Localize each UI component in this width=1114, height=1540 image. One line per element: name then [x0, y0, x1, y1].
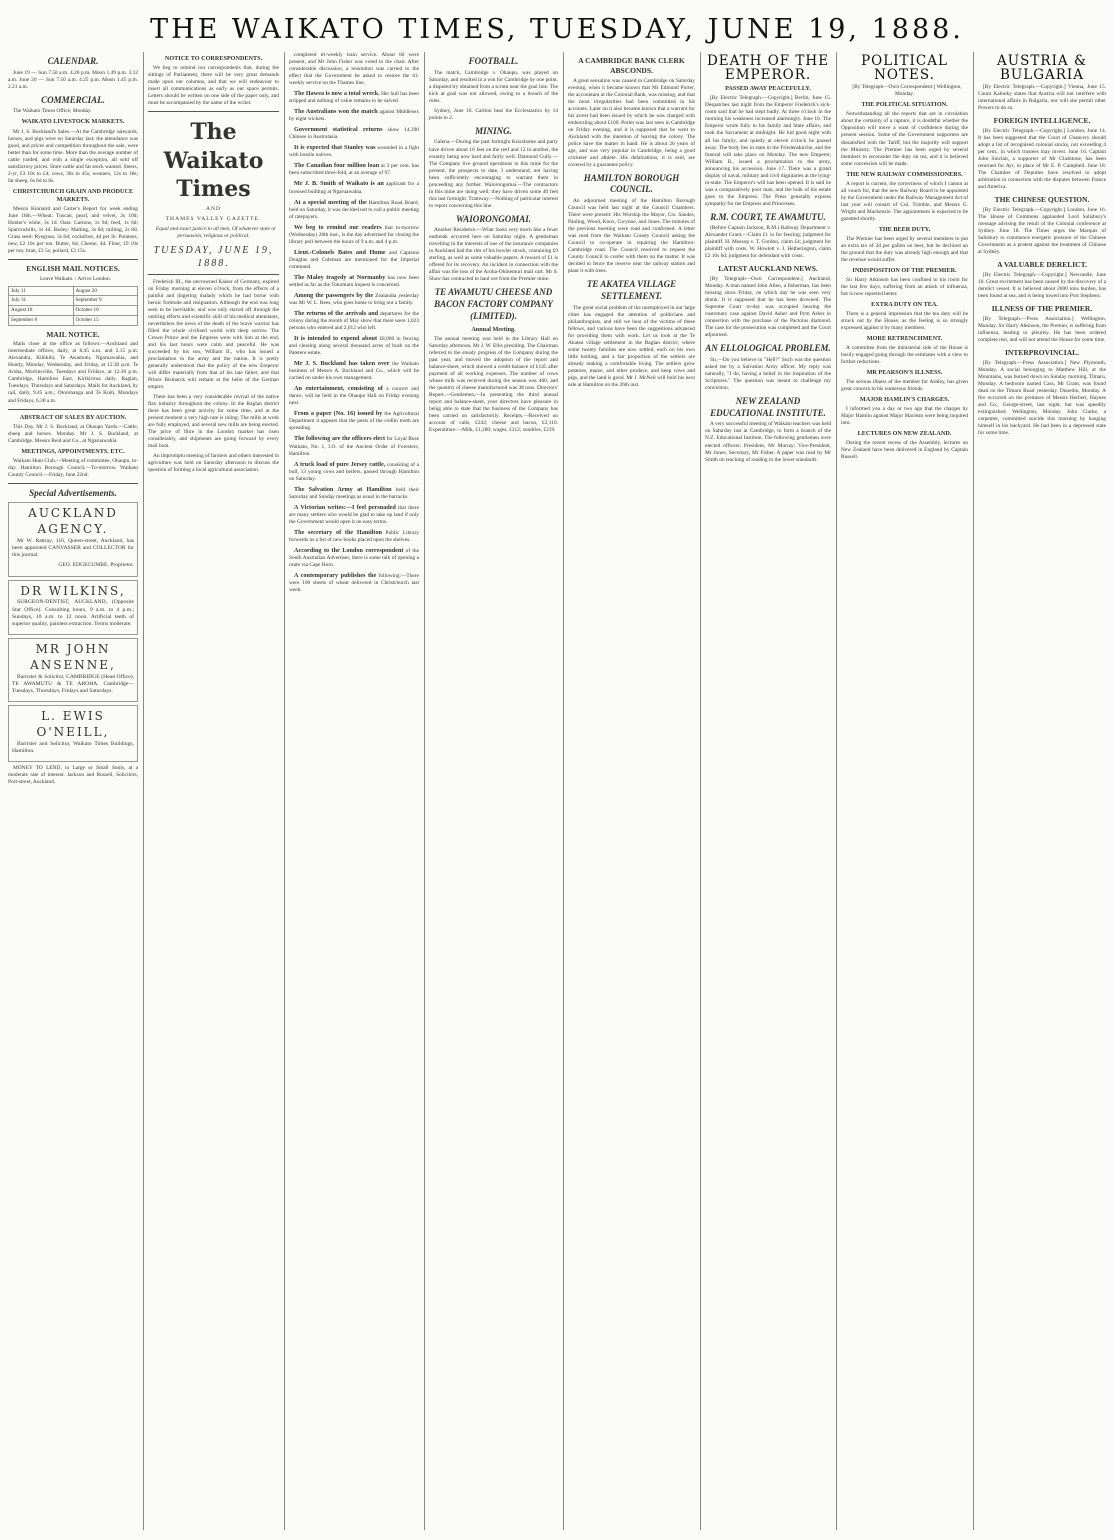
hamlin-heading: MAJOR HAMLIN'S CHARGES.	[859, 396, 950, 404]
mail-notice-text: Mails close at the office as follows:—Auckland and intermediate offices, daily, at 8.45 a.m. and 2.15 p.m. Alexandra, Kihikihi, Te Awamutu, Ngaruawahia, and Huntly, Monday, Wednesday, and Friday, at 12.30 p.m. Te Aroha, Morrinsville, Tuesdays and Fridays, at 12.30 p.m. Cambridge, Hamilton East, Kirikiriroa daily. Raglan, Tuesdays, Thursdays and Saturdays. Mails for Auckland, by rail, daily, 9.45 a.m.; Otorohanga and Te Kuiti, Mondays and Fridays, 6.30 a.m.	[8, 341, 138, 404]
premier-illness-text: [By Telegraph.—Press Association.] Wellington, Monday. Sir Harry Atkinson, the Premier, is suffering from influenza, leading to pleurisy. He has been ordered complete rest, and will not attend the House for some time.	[978, 315, 1106, 343]
news-item-text: following:—There were 100 sheets of wheat delivered in Christchurch last week.	[289, 572, 419, 594]
column-3	[289, 52, 419, 1530]
news-item-lead: We beg to remind our readers	[294, 223, 382, 231]
news-item-lead: The Australians won the match	[294, 108, 378, 116]
football-text: The match, Cambridge v. Ohaupo, was played on Saturday, and resulted in a win for Cambridge by one point, a disputed try obtained from a scrum near the goal line. The kick at goal was not allowed, owing to a breach of the rules.	[429, 69, 558, 104]
wilkins-advert: DR WILKINS, SURGEON-DENTIST, AUCKLAND, (Opposite Star Office). Consulting hours, 9 a.m. to 4 p.m.; Sundays, 10 a.m. to 12 noon. Artificial teeth of superior quality, painless extraction. Terms moderate.	[8, 580, 138, 636]
bank-clerk-text: A great sensation was caused in Cambridge on Saturday evening, when it became known that Mr Edmund Porter, the accountant at the Colonial Bank, was missing, and that the most irregularities had been committed in his accounts. Later on it also became known that a warrant for his arrest had been issued by which he was charged with embezzling about £100. Porter was last seen in Cambridge on Friday evening, and it is supposed that he went to Auckland with the intention of leaving the colony. The police have the matter in hand. He is about 26 years of age, and was very popular in Cambridge, being a good cricketer and athlete. His defalcations, it is said, are covered by a guarantee policy.	[568, 77, 695, 168]
column-5	[568, 52, 695, 1530]
news-item	[289, 486, 419, 501]
news-item-lead: Lieut.-Colonels Bates and Hume	[294, 248, 386, 256]
news-item-text: has now been settled as far as the Tokomaru inquest is concerned.	[289, 274, 419, 288]
news-item-lead: It is expected that Stanley was	[294, 144, 376, 152]
meetings-heading: MEETINGS, APPOINTMENTS, ETC.	[21, 447, 125, 455]
news-item-text: Hamilton Road Board, held on Saturday, it was decided not to call a public meeting of ratepayers.	[289, 199, 419, 220]
news-item-lead: The secretary of the Hamilton	[294, 528, 382, 536]
news-item	[289, 162, 419, 177]
column-rule	[143, 52, 144, 1530]
tea-duty-heading: EXTRA DUTY ON TEA.	[871, 300, 938, 308]
news-item-lead: The Canadian four million loan	[294, 162, 380, 170]
column-rule	[700, 52, 701, 1530]
news-item	[289, 199, 419, 221]
news-item-lead: A Victorian writes:—I feel persuaded	[294, 503, 396, 511]
news-item	[289, 274, 419, 289]
news-item-text: the Waikato business of Messrs A. Buckland and Co., which will be carried on under his own management.	[289, 361, 419, 382]
news-item-lead: Mr J. B. Smith of Waikato is an	[294, 180, 384, 188]
news-item-text: and Captains Douglas and Coleman are mentioned for the Imperial command.	[289, 249, 419, 270]
news-item-lead: The Salvation Army at Hamilton	[294, 485, 392, 493]
news-item-text: Public Library forwards us a list of new books placed upon the shelves.	[289, 529, 419, 543]
column-2	[148, 52, 279, 1530]
masthead: THE WAIKATO TIMES, TUESDAY, JUNE 19, 1888.	[150, 14, 964, 45]
emperor-death-subheading: PASSED AWAY PEACEFULLY.	[725, 85, 811, 93]
column-7	[841, 52, 968, 1530]
derelict-text: [By Electric Telegraph.—Copyright.] Newcastle, June 18. Great excitement has been caused by the discovery of a derelict vessel. It is believed about 2000 tons burden, has been found at sea, and is being towed into Port Stephens.	[978, 271, 1106, 299]
hamlin-text: I informed you a day or two ago that the charges by Major Hamlin against Major Maclean were being inquired into.	[841, 406, 968, 427]
news-item	[289, 410, 419, 432]
waiorongomai-heading: WAIORONGOMAI.	[455, 213, 532, 224]
news-item-lead: Government statistical returns	[294, 126, 383, 134]
akatea-heading: TE AKATEA VILLAGE SETTLEMENT.	[586, 279, 677, 301]
news-item-lead: The Hawea is now a total wreck.	[294, 90, 380, 98]
news-items	[289, 90, 419, 594]
editorial-text: Frederick III., the uncrowned Kaiser of Germany, expired on Friday morning at eleven o'clock, from the effects of a painful and lingering malady which he had borne with heroic fortitude and resignation. Although the end was long seen to be inevitable, and was only staved off through the untiring efforts and scientific skill of his medical attendants, nevertheless the news of the death of the brave warrior has filled the whole civilised world with deep sorrow. The Crown Prince and the Empress were with him at the end, and his last hours were calm and peaceful. He was succeeded by his son, William II., who has issued a proclamation to the army and the nation. It is pretty generally understood that the policy of the new Emperor will differ materially from that of his late father, and that Prince Bismarck will remain at the helm of the German empire.	[148, 278, 279, 390]
news-item-lead: A contemporary publishes the	[294, 571, 377, 579]
paper-and: AND	[205, 205, 222, 212]
column-rule	[424, 52, 425, 1530]
lectures-text: During the recent recess of the Assembly, lectures on New Zealand have been delivered in England by Captain Russell.	[841, 440, 968, 461]
column-rule	[563, 52, 564, 1530]
news-item	[289, 547, 419, 569]
news-item	[289, 144, 419, 159]
latest-news-heading: LATEST AUCKLAND NEWS.	[718, 264, 818, 274]
news-item-text: held their Saturday and Sunday meetings as usual in the barracks.	[289, 486, 419, 500]
austria-bulgaria-text: [By Electric Telegraph.—Copyright.] Vienna, June 15. Count Kalnoky states that Austria will not interfere with international affairs in Bulgaria, nor will she permit other Powers to do so.	[978, 84, 1106, 112]
political-notes-sub: [By Telegraph—Own Correspondent.] Wellington, Monday.	[852, 84, 962, 98]
christchurch-heading: CHRISTCHURCH GRAIN AND PRODUCE MARKETS.	[12, 187, 134, 203]
news-item-text: that there are many settlers who would be glad to take up land if only the Government would open it on easy terms.	[289, 504, 419, 525]
indisposition-heading: INDISPOSITION OF THE PREMIER.	[852, 266, 957, 274]
news-item-lead: Mr J. S. Buckland has taken over	[294, 360, 390, 368]
dateline: TUESDAY, JUNE 19, 1888.	[153, 244, 274, 269]
news-item	[289, 310, 419, 332]
news-item-lead: From a paper (No. 16) issued by	[294, 410, 383, 418]
pearson-text: The serious illness of the member for Ashley, has given great concern to his numerous friends.	[841, 379, 968, 393]
special-ads-heading: Special Advertisements.	[29, 487, 117, 498]
interprovincial-text: [By Telegraph.—Press Association.] New Plymouth, Monday. A social belonging to Matthew Hill, at the Mountains, was burned down on Sunday morning. Timaru, Monday. A bedroom named Cass, Mr Grant, was found dead on the Timaru Road yesterday. Dunedin, Monday. A fire occurred on the premises of Messrs Herbert, Haynes and Co., George-street, last night, but was speedily extinguished. Wellington, Monday. John Clarke, a carpenter, committed suicide this morning by hanging himself in his backyard. He had been in a depressed state for some time.	[978, 359, 1106, 436]
christchurch-text: Messrs Kinnaird and Carter's Report for week ending June 16th.—Wheat: Tuscan, pearl, and velvet, 2s 10d; Hunter's white, 3s 1d. Oats: Gartons, 1s 9d; feed, 1s 6d; Sparrowbills, 1s 4d. Barley: Malting, 3s 6d; milling, 2s 8d. Grass seed: Ryegrass, 3s 6d; cocksfoot, 4d per lb. Potatoes, new, £2 10s per ton. Butter, 6d; Cheese, 4d. Flour, £9 10s per ton; bran, £3 5s; pollard, £3 15s.	[8, 205, 138, 254]
news-item	[289, 249, 419, 271]
news-item	[289, 504, 419, 526]
news-item-lead: At a special meeting of the	[294, 198, 367, 206]
commercial-heading: COMMERCIAL.	[41, 94, 105, 105]
news-item-text: £8,000 in fencing and clearing along several thousand acres of bush on the Patetere estate.	[289, 336, 419, 357]
news-item	[289, 180, 419, 195]
chinese-question-text: [By Electric Telegraph.—Copyright.] London, June 16. The House of Commons applauded Lord Salisbury's message advising the result of the Colonial conference at Sydney. June 18. The Times urges the Marquis of Salisbury to commence energetic pressure of the Chinese Government as a protest against the treatment of Chinese at Sydney.	[978, 207, 1106, 256]
news-item-text: wounded in a fight with hostile natives.	[289, 145, 419, 159]
emperor-death-text: [By Electric Telegraph.—Copyright.] Berlin, June 15. Despatches last night from the Emperor Frederick's sick-room said that he had slept badly. At three o'clock in the morning his weakness increased alarmingly. June 16. The Emperor wrote fully to his family and State affairs, and took the Sacrament at midnight. He bid good night with all his family, and quietly at eleven o'clock he passed away. The body lies in state in the Friedenskirche, and the funeral will take place on Monday. The new Emperor, William II., issued a proclamation to the army, announcing his accession. June 17. There was a grand display of naval, military and civil dignitaries at the lying-in-state. The Emperor's will has been opened. It is said he was a comparatively poor man, and the bulk of his estate goes to the Empress. The Press generally express sympathy for the Empress and Princesses.	[705, 95, 831, 207]
ansenne-advert: MR JOHN ANSENNE, Barrister & Solicitor, CAMBRIDGE (Head Office), TE AWAMUTU & TE AROHA. Cambridge—Tuesdays, Thursdays, Fridays and Saturdays.	[8, 638, 138, 702]
lectures-heading: LECTURES ON NEW ZEALAND.	[857, 430, 952, 438]
news-item	[289, 90, 419, 105]
news-item-text: consisting of a bull, 13 young cows and heifers, passed through Hamilton on Saturday.	[289, 461, 419, 482]
news-item	[289, 108, 419, 123]
news-item-text: departures for the colony during the month of May show that there were 1,023 persons who entered and 2,012 who left.	[289, 310, 419, 332]
problem-heading: AN ELLOLOGICAL PROBLEM.	[705, 343, 831, 354]
news-item	[289, 461, 419, 483]
news-item	[289, 335, 419, 357]
news-item-lead: The following are the officers elect	[294, 435, 386, 443]
nzei-heading: NEW ZEALAND EDUCATIONAL INSTITUTE.	[710, 396, 826, 418]
column-rule	[836, 52, 837, 1530]
mining-text: Galena.—During the past fortnight Knoxhome and party have driven about 16 feet on the reef and 12 in another, the country being now hard and fairly well. Diamond Gully.—The Company live ground operations in this mine for the present, the prospects to date, I understand, not having been sufficiently encouraging to warrant them in proceeding any further. Waiorongomai.—The contractors in this mine are doing well; they have driven some 40 feet this last fortnight. Tramway.—Nothing of particular interest to report concerning this line.	[429, 139, 558, 209]
paper-title: The Waikato Times	[163, 119, 264, 203]
bacon-factory-text: The annual meeting was held in the Library Hall on Saturday afternoon, Mr J. W. Ellis presiding. The Chairman referred to the steady progress of the Company during the past year, and moved the adoption of the report and balance-sheet, which showed a credit balance of £145 after payment of all working expenses. The number of cows whose milk was received during the season was 460, and the quantity of cheese manufactured was 38 tons. Directors' Report.—Gentlemen,—In presenting the third annual report and balance-sheet, your directors have pleasure in being able to state that the business of the Company has been carried on satisfactorily. Receipts.—Received on account of calls, £242; cheese and bacon, £2,110. Expenditure.—Milk, £1,280; wages, £312; sundries, £219.	[429, 335, 558, 433]
abstract-text: This Day. Mr J. S. Buckland, at Ohaupo Yards.—Cattle, sheep and horses. Monday. Mr J. S. Buckland, at Cambridge. Messrs Reid and Co., at Ngaruawahia.	[8, 423, 138, 444]
news-item-text: of the South Australian Advertiser, there is some talk of opening a route via Cape Horn.	[289, 547, 419, 568]
rm-court-text: (Before Captain Jackson, R.M.) Railway Department v. Alexander Grant.—Claim £1 1s for fencing; judgment for plaintiff. H. Mossop v. T. Gordon, claim £4; judgment for plaintiff with costs. W. Howlett v. J. Hetherington, claim £2 10s 6d; judgment for defendant with costs.	[705, 225, 831, 260]
news-item	[289, 126, 419, 141]
calendar-text: June 19 — Sun 7.50 a.m. 4.26 p.m. Moon 1.49 p.m. 3.12 a.m. June 20 — Sun 7.50 a.m. 4.25 p.m. Moon 1.45 p.m. 2.21 a.m.	[8, 69, 138, 90]
football-text-2: Sydney, June 16. Carlton beat the Ecclesiastics by 14 points to 2.	[429, 107, 558, 121]
news-item-lead: An entertainment, consisting of	[294, 385, 383, 393]
beer-duty-text: The Premier has been urged by several members to put an extra tax of 3d per gallon on beer, but he declined on the ground that the duty was already high enough and that the revenue would suffer.	[841, 235, 968, 263]
oneill-advert: L. EWIS O'NEILL, Barrister and Solicitor, Waikato Times Buildings, Hamilton.	[8, 705, 138, 762]
column-3-intro: completed tri-weekly train service. About 60 were present, and Mr John Fisher was voted to the chair. After considerable discussion, a resolution was carried to the effect that the Government be asked to restore the tri-weekly service on the Thames line.	[289, 52, 419, 87]
news-item	[289, 435, 419, 457]
news-item	[289, 292, 419, 307]
problem-text: Sir,—Do you believe in "Hell?" Such was the question asked me by a Salvation Army officer. My reply was naturally, "I do, having a belief in the inspiration of the Scriptures." The question was meant to challenge my conviction.	[705, 357, 831, 392]
editorial-text-3: An impromptu meeting of farmers and others interested in agriculture was held on Saturday afternoon to discuss the question of forming a local agricultural association.	[148, 452, 279, 473]
football-heading: FOOTBALL.	[468, 56, 519, 66]
livestock-text: Mr J. S. Buckland's Sales.—At the Cambridge saleyards, horses, and pigs were on Saturday last; the attendance was good, and prices and competition throughout the sale, were better than for some time. More than the average number of cattle yarded, and with a single exception, all sold off satisfactory prices. Store cattle and fat stock wanted. Steers, 2-yr, £3 10s to £4; cows, 30s to 45s; weaners, 12s to 18s; fat sheep, 6s 6d to 8s.	[8, 128, 138, 184]
column-1	[8, 52, 138, 1530]
latest-news-text: [By Telegraph—Own Correspondent.] Auckland, Monday. A man named John Allen, a fisherman, has been missing since Friday, on which day he was seen very drunk. It is supposed that he has been drowned. The Supreme Court to-day was occupied hearing the customary case against David Asher and Pym Asher in connection with the purchase of the Pactolus diamond. The case for the prosecution was completed and the Court adjourned.	[705, 276, 831, 339]
news-item-lead: The returns of the arrivals and	[294, 309, 379, 317]
political-notes-heading: POLITICAL NOTES.	[861, 53, 948, 84]
nzei-text: A very successful meeting of Waikato teachers was held on Saturday last at Cambridge, to form a branch of the N.Z. Educational Institute. The following gentlemen were elected officers: President, Mr Murray; Vice-President, Mr Jones; Secretary, Mr Fisher. A paper was read by Mr Smith on teaching of reading in the lower standards.	[705, 421, 831, 463]
news-item	[289, 360, 419, 382]
news-item-lead: It is intended to expend about	[294, 335, 378, 343]
calendar-heading: CALENDAR.	[47, 56, 99, 66]
foreign-intelligence-heading: FOREIGN INTELLIGENCE.	[993, 116, 1091, 126]
mail-notice-heading: MAIL NOTICE.	[46, 329, 100, 339]
news-item-text: the Agricultural Department it appears that the pests of the codlin moth are spreading.	[289, 411, 419, 432]
bacon-factory-heading: TE AWAMUTU CHEESE AND BACON FACTORY COMPANY (LIMITED).	[434, 287, 553, 321]
news-item-text: show 14,390 Chinese in Australasia.	[289, 127, 419, 141]
news-item-text: Her hull has been stripped and nothing of value remains to be salved.	[289, 91, 419, 105]
waiorongomai-text: Another Residence.—What looks very much like a fever outbreak occurred here on Saturday night. A gentleman travelling in the interests of one of the insurance companies in Auckland had the rim of his bowler struck, containing £9 sterling, as well as some valuable papers. A reward of £1 is offered for its recovery. An incident in connection with the affair was the loss of the Aroha-Ohinemuri mail cart. Mr S. Shaw has contracted to haul ore from the Premier mine.	[429, 227, 558, 283]
bacon-factory-subheading: Annual Meeting.	[471, 325, 516, 333]
rm-court-heading: R.M. COURT, TE AWAMUTU.	[710, 211, 826, 222]
english-mail-heading: ENGLISH MAIL NOTICES.	[26, 263, 120, 273]
news-item	[289, 385, 419, 407]
news-item	[289, 572, 419, 594]
editorial-text-2: There has been a very considerable revival of the native flax industry throughout the colony. In the Raglan district there has been great activity for some time, and at the present moment a very high rate is ruling. The mills at work are fully employed, and several new mills are being erected. The price of fibre in the London market has risen considerably, and shipments are going forward by every mail boat.	[148, 393, 279, 449]
akatea-text: The great social problem of the unemployed in our large cities has engaged the attention of politicians and philanthropists, and still we hear of the victims of these fellows, and various have been the suggestions advanced for providing them with work. Let us look at the Te Akatea village settlement in the Raglan district, where some twenty families are now settled, each on his own little holding, and a fair proportion of the settlers are already making a comfortable living. The settlers grow potatoes, maize, and other produce, and keep cows and pigs, and the land is good. Mr J. McNeil will hold his next sale at Hamilton on the 26th inst.	[568, 304, 695, 388]
mail-table-header: Leave Waikato. / Arrive London.	[39, 275, 112, 282]
political-situation-heading: THE POLITICAL SITUATION.	[861, 101, 948, 109]
paper-motto: Equal and exact justice to all men, Of whatever state or persuasion, religious or political.	[155, 226, 277, 240]
money-advert: MONEY TO LEND, in Large or Small Sums, at a moderate rate of interest. Jackson and Russell, Solicitors, Port-street, Auckland.	[8, 765, 138, 786]
political-situation-text: Notwithstanding all the reports that are in circulation about the certainty of a rupture, it is doubtful whether the Opposition will move a want of confidence during the present session. Some of the Government supporters are dissatisfied with the Tariff, but the majority will support the Ministry. The Premier has been urged by several members to reconsider the duty on tea, and it is believed some concession will be made.	[841, 111, 968, 167]
column-rule	[284, 52, 285, 1530]
retrenchment-heading: MORE RETRENCHMENT.	[866, 335, 943, 343]
agency-advert: AUCKLAND AGENCY. Mr W. Rattray, 116, Queen-street, Auckland, has been appointed CANVASSER and COLLECTOR for this journal. GEO. EDGECUMBE, Proprietor.	[8, 502, 138, 576]
column-6	[705, 52, 831, 1530]
news-item	[289, 529, 419, 544]
meetings-text: Waikato Hunt Club.—Meeting of committee, Ohaupo, to-day. Hamilton Borough Council.—To-morrow. Waikato County Council.—Friday, June 22nd.	[8, 457, 138, 478]
chinese-question-heading: THE CHINESE QUESTION.	[994, 195, 1090, 205]
indisposition-text: Sir Harry Atkinson has been confined to his room for the last few days, suffering from an attack of influenza, but is now reported better.	[841, 276, 968, 297]
column-8	[978, 52, 1106, 1530]
mail-table: July 11 August 20 July 31 September 9 August 18 October 10 September 8 October 15	[8, 286, 138, 326]
news-item-text: applicant for a licensed building at Ngaruawahia.	[289, 181, 419, 195]
derelict-heading: A VALUABLE DERELICT.	[997, 260, 1087, 270]
news-item	[289, 224, 419, 246]
pearson-heading: MR PEARSON'S ILLNESS.	[866, 369, 943, 377]
news-item-lead: According to the London correspondent	[294, 546, 404, 554]
news-item-text: that to-morrow (Wednesday) 20th inst., is the day advertised for closing the library poll between the hours of 9 a.m. and 4 p.m.	[289, 224, 419, 245]
column-rule	[973, 52, 974, 1530]
bank-clerk-heading: A CAMBRIDGE BANK CLERK ABSCONDS.	[578, 56, 685, 75]
news-item-lead: A truck load of pure Jersey cattle,	[294, 460, 386, 468]
borough-council-heading: HAMILTON BOROUGH COUNCIL.	[583, 172, 680, 195]
news-item-text: against Middlesex by eight wickets.	[289, 109, 419, 123]
notice-heading: NOTICE TO CORRESPONDENTS.	[164, 55, 263, 62]
premier-illness-heading: ILLNESS OF THE PREMIER.	[991, 303, 1093, 313]
austria-bulgaria-heading: AUSTRIA & BULGARIA	[997, 53, 1087, 84]
foreign-intelligence-text: [By Electric Telegraph.—Copyright.] London, June 14. It has been suggested that the Court of Chancery should adopt a list of recognised colonial stocks, not exceeding 4 per cent., in which trustees may invest. June 16. Captain John Sinclair, a supporter of Mr Gladstone, has been returned for Ayr, in place of Mr E. P. Campbell. June 18. The Chamber of Deputies have resolved to adopt arbitration in connection with the disputes between France and America.	[978, 128, 1106, 191]
railway-heading: THE NEW RAILWAY COMMISSIONERS.	[846, 170, 963, 178]
commercial-subheading: The Waikato Times Office, Monday.	[13, 108, 92, 115]
retrenchment-text: A committee from the ministerial side of the House is busily engaged going through the estimates with a view to further reductions.	[841, 345, 968, 366]
interprovincial-heading: INTERPROVINCIAL.	[1005, 347, 1079, 357]
news-item-text: for Loyal Rose Waikato, No. 1, I.O. of the Ancient Order of Foresters, Hamilton.	[289, 436, 419, 457]
news-item-text: a concert and dance, will be held in the Ohaupo Hall on Friday evening next.	[289, 386, 419, 407]
tea-duty-text: There is a general impression that the tea duty will be struck out by the House, as the feeling is so strongly expressed against it by many members.	[841, 311, 968, 332]
railway-text: A report is current, the correctness of which I cannot at all vouch for, that the new Railway Board to be appointed by the Government under the Railway Management Act of last year will consist of Col. Trimble, and Messrs G. Wright and Mackenzie. The appointment is expected to be gazetted shortly.	[841, 180, 968, 222]
abstract-heading: ABSTRACT OF SALES BY AUCTION.	[19, 413, 127, 421]
news-item-text: at 3 per cent. has been subscribed three-fold, at an average of 97.	[289, 163, 419, 177]
news-item-lead: The Maloy tragedy at Normanby	[294, 273, 386, 281]
borough-council-text: An adjourned meeting of the Hamilton Borough Council was held last night at the Council Chambers. There were present: His Worship the Mayor, Crs. Sandes, Pauling, Wood, Knox, Gwynne, and Jones. The minutes of the previous meeting were read and confirmed. A letter was read from the Waikato County Council asking the Council to co-operate in repairing the Hamilton-Cambridge road. The Council resolved to request the County Council to confer with them on the matter. It was decided to fence the reserve near the railway station and plant it with trees.	[568, 198, 695, 275]
column-4	[429, 52, 558, 1530]
livestock-heading: WAIKATO LIVESTOCK MARKETS.	[21, 118, 125, 126]
emperor-death-heading: DEATH OF THE EMPEROR.	[706, 53, 830, 84]
mining-heading: MINING.	[475, 125, 512, 136]
paper-subtitle: THAMES VALLEY GAZETTE.	[165, 216, 262, 223]
notice-text: We beg to remind our correspondents that, during the sittings of Parliament, there will be very great demands made upon our columns, and that we will endeavour to insert all communications as early as our space permits. Letters should be written on one side of the paper only, and must be accompanied by the name of the writer.	[148, 65, 279, 107]
beer-duty-heading: THE BEER DUTY.	[878, 225, 931, 233]
news-item-text: Zealandia yesterday was Mr W. L. Rees, who goes home to bring out a family.	[289, 292, 419, 306]
news-item-lead: Among the passengers by the	[294, 291, 374, 299]
